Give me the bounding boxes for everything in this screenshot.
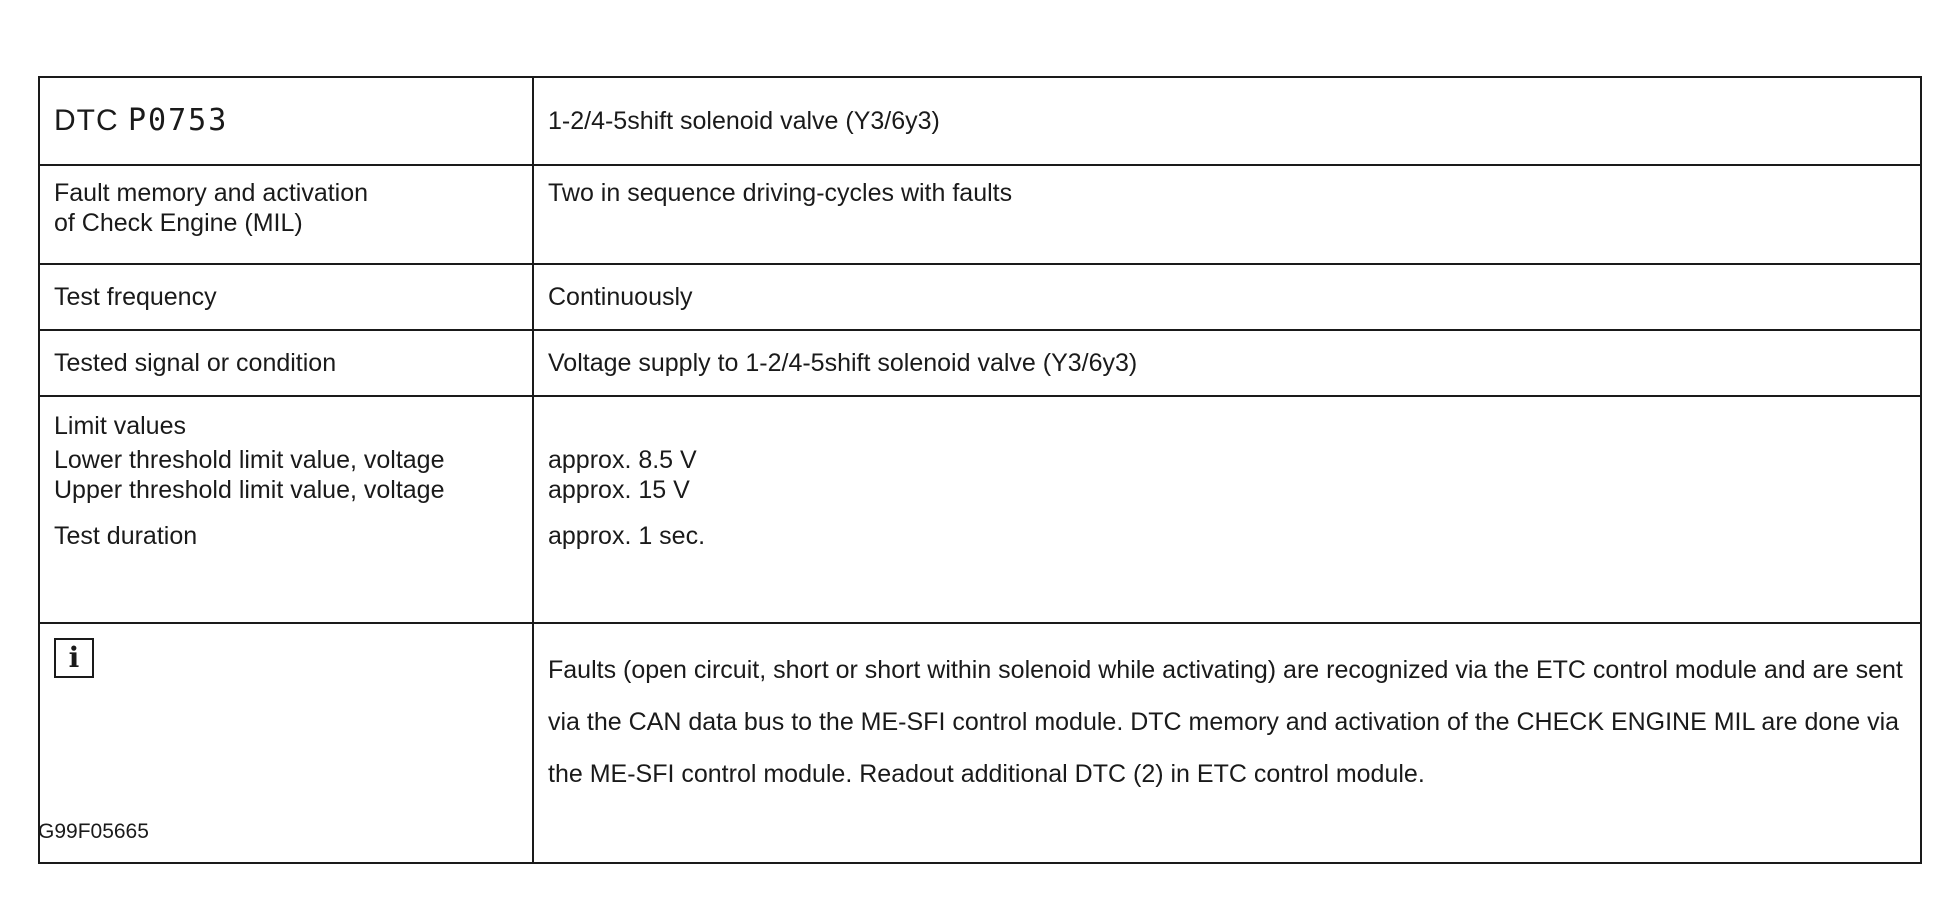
dtc-code-cell: [39, 77, 533, 165]
info-text: Faults (open circuit, short or short within solenoid while activating) are recognized via the ETC control module and are sent via the CAN data bus to the ME-SFI control module. DTC memory and activation of the CHECK ENGINE MIL are done via the ME-SFI control module. Readout additional DTC (2) in ETC control module.: [533, 623, 1921, 863]
fault-memory-row: [39, 165, 1921, 264]
dtc-description: 1-2/4-5shift solenoid valve (Y3/6y3): [533, 77, 1921, 165]
lower-threshold-label: Lower threshold limit value, voltage: [54, 446, 445, 474]
tested-signal-value: Voltage supply to 1-2/4-5shift solenoid valve (Y3/6y3): [533, 330, 1921, 396]
limit-values-heading: Limit values: [54, 412, 186, 440]
test-frequency-row: [39, 264, 1921, 330]
dtc-code: P0753: [128, 103, 229, 138]
lower-threshold-value: approx. 8.5 V: [548, 446, 697, 474]
info-icon: i: [54, 638, 94, 678]
test-duration-value: approx. 1 sec.: [548, 522, 706, 550]
dtc-header-row: [39, 77, 1921, 165]
fault-memory-label-line1: Fault memory and activation: [54, 179, 369, 207]
fault-memory-value: Two in sequence driving-cycles with faults: [533, 165, 1921, 264]
fault-memory-label: [39, 165, 533, 264]
dtc-table: [38, 76, 1922, 864]
dtc-prefix: DTC: [54, 104, 119, 137]
document-reference: G99F05665: [38, 820, 149, 843]
fault-memory-label-line2: of Check Engine (MIL): [54, 209, 303, 237]
test-frequency-label: Test frequency: [39, 264, 533, 330]
tested-signal-row: [39, 330, 1921, 396]
upper-threshold-label: Upper threshold limit value, voltage: [54, 476, 445, 504]
info-row: [39, 623, 1921, 863]
limit-values-row: [39, 396, 1921, 623]
tested-signal-label: Tested signal or condition: [39, 330, 533, 396]
upper-threshold-value: approx. 15 V: [548, 476, 690, 504]
limit-values-labels: [39, 396, 533, 623]
test-frequency-value: Continuously: [533, 264, 1921, 330]
limit-values-values: [533, 396, 1921, 623]
test-duration-label: Test duration: [54, 522, 198, 550]
